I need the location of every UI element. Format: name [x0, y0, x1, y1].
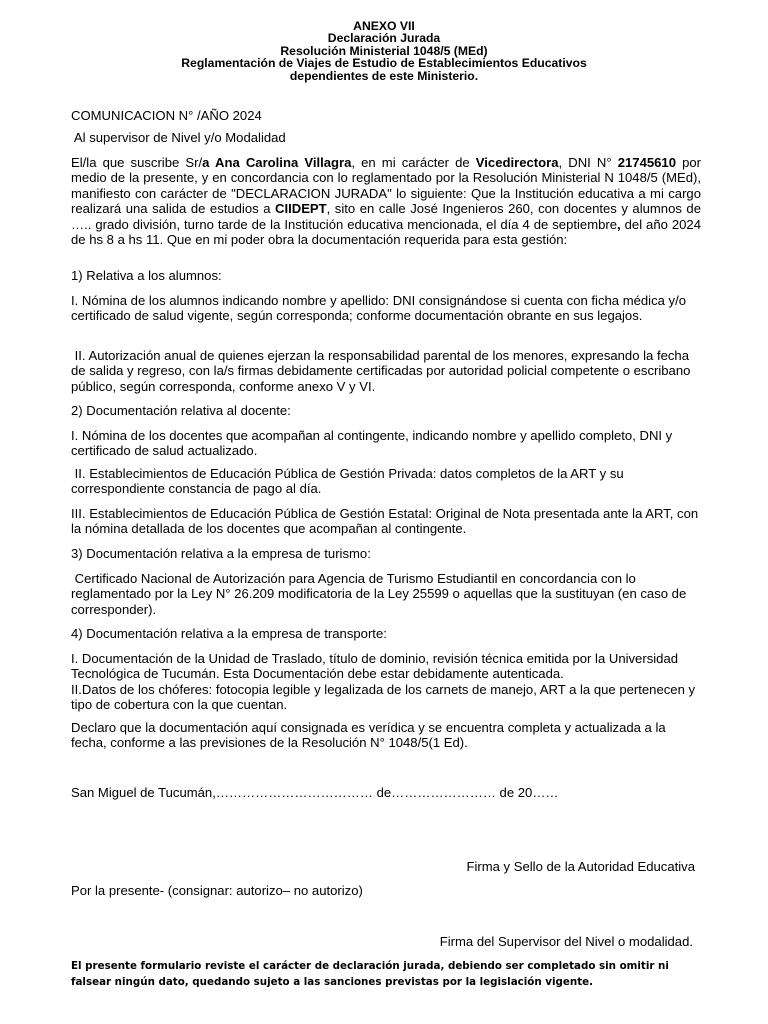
intro-text-3: , DNI N°: [558, 155, 618, 170]
section-2-item-i: I. Nómina de los docentes que acompañan al contingente, indicando nombre y apellido completo, DNI y certificado de salud actualizado.: [71, 428, 673, 459]
intro-text-4: por medio de la presente, y en concordancia con lo reglamentado por la Resolución Ministerial N 1048/5 (MEd), manifiesto con carácter de "DECLARACION JURADA" lo siguiente: Que la Institución educativa a mi cargo realizará una salida de estudios a: [71, 155, 702, 217]
supervisor-signature-label: Firma del Supervisor del Nivel o modalidad.: [439, 934, 693, 949]
section-2-item-iii: III. Establecimientos de Educación Pública de Gestión Estatal: Original de Nota presentada ante la ART, con la nómina detallada de los docentes que acompañan al contingente.: [71, 506, 699, 537]
intro-text-5: , sito en calle José Ingenieros 260, con docentes y alumnos de ….. grado división, turno tarde de la Institución educativa mencionada, el día 4 de septiembre: [71, 201, 702, 232]
signer-name: a Ana Carolina Villagra: [202, 155, 352, 170]
place-date-line: San Miguel de Tucumán,……………………………… de…………………… de 20……: [71, 785, 559, 800]
section-3-title: 3) Documentación relativa a la empresa de turismo:: [71, 546, 371, 561]
section-4-title: 4) Documentación relativa a la empresa de transporte:: [71, 626, 387, 641]
document-header: [0, 20, 768, 82]
annex-title: ANEXO VII: [353, 19, 415, 33]
section-2-item-ii: II. Establecimientos de Educación Pública de Gestión Privada: datos completos de la ART y su correspondiente constancia de pago al día.: [71, 466, 628, 497]
legal-footer-note: El presente formulario reviste el carácter de declaración jurada, debiendo ser completado sin omitir ni falsear ningún dato, quedando sujeto a las sanciones previstas por la legislación vigente.: [71, 960, 669, 988]
section-4-item-ii: II.Datos de los chóferes: fotocopia legible y legalizada de los carnets de manejo, ART a la que pertenecen y tipo de cobertura con la que cuentan.: [71, 682, 696, 713]
section-4-item-i: I. Documentación de la Unidad de Traslado, título de dominio, revisión técnica emitida por la Universidad Tecnológica de Tucumán. Esta Documentación debe estar debidamente autenticada.: [71, 651, 679, 682]
comunicacion-line: COMUNICACION N° /AÑO 2024: [71, 108, 262, 123]
intro-comma: ,: [617, 216, 621, 232]
declaration-title: Declaración Jurada: [327, 31, 441, 46]
intro-text-2: , en mi carácter de: [351, 155, 476, 170]
supervisor-line: Al supervisor de Nivel y/o Modalidad: [71, 130, 286, 145]
intro-text-1: El/la que suscribe Sr/: [71, 155, 203, 170]
authority-signature-label: Firma y Sello de la Autoridad Educativa: [466, 859, 695, 874]
section-1-title: 1) Relativa a los alumnos:: [71, 268, 222, 283]
section-1-item-ii: II. Autorización anual de quienes ejerzan la responsabilidad parental de los menores, expresando la fecha de salida y regreso, con la/s firmas debidamente certificadas por autoridad policial competente o escribano público, según corresponda, conforme anexo V y VI.: [71, 348, 695, 394]
intro-text-6: del año 2024 de hs 8 a hs 11. Que en mi poder obra la documentación requerida para esta gestión:: [71, 216, 701, 248]
section-3-body: Certificado Nacional de Autorización para Agencia de Turismo Estudiantil en concordancia con lo reglamentado por la Ley N° 26.209 modificatoria de la Ley 25599 o aquellas que la sustituyan (en caso de corresponder).: [71, 571, 690, 617]
section-2-title: 2) Documentación relativa al docente:: [71, 403, 291, 418]
trip-destination: CIIDEPT: [275, 201, 327, 217]
authorization-line: Por la presente- (consignar: autorizo– no autorizo): [71, 883, 363, 898]
signer-dni: 21745610: [617, 155, 676, 170]
regulation-title: Reglamentación de Viajes de Estudio de Establecimientos Educativos: [181, 56, 587, 71]
resolution-title: Resolución Ministerial 1048/5 (MEd): [280, 43, 488, 58]
regulation-subtitle: dependientes de este Ministerio.: [289, 68, 479, 83]
intro-paragraph: [71, 155, 701, 247]
section-1-item-i: I. Nómina de los alumnos indicando nombre y apellido: DNI consignándose si cuenta con ficha médica y/o certificado de salud vigente, según corresponda; conforme documentación obrante en sus legajos.: [71, 293, 687, 324]
signer-role: Vicedirectora: [475, 155, 559, 170]
declaration-paragraph: Declaro que la documentación aquí consignada es verídica y se encuentra completa y actualizada a la fecha, conforme a las previsiones de la Resolución N° 1048/5(1 Ed).: [71, 720, 666, 751]
